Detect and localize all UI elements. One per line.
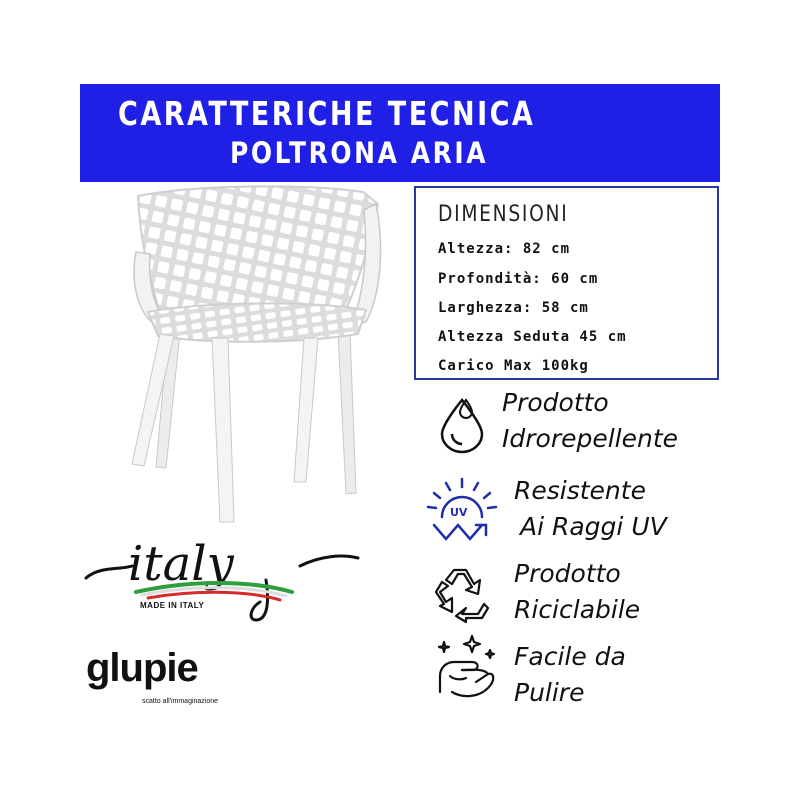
title-banner — [80, 84, 720, 182]
feature-2-line1: Resistente — [514, 476, 646, 505]
italy-script: italy — [128, 536, 234, 592]
feature-4-line2: Pulire — [514, 678, 585, 707]
dimension-seat-height: Altezza Seduta 45 cm — [438, 329, 627, 345]
feature-1-line2: Idrorepellente — [502, 424, 679, 453]
chair-image — [108, 182, 393, 527]
brand-logo: glupie — [86, 646, 198, 690]
uv-sun-icon — [424, 475, 500, 545]
dimension-height: Altezza: 82 cm — [438, 241, 571, 257]
dimension-max-load: Carico Max 100kg — [438, 358, 589, 374]
recycle-icon — [432, 562, 496, 624]
feature-2-line2: Ai Raggi UV — [520, 512, 667, 541]
brand-tagline: scatto all'immaginazione — [142, 698, 219, 705]
feature-3-line2: Riciclabile — [514, 595, 641, 624]
feature-3-line1: Prodotto — [514, 559, 621, 588]
water-drop-icon — [432, 394, 492, 454]
dimension-depth: Profondità: 60 cm — [438, 271, 599, 287]
feature-4-line1: Facile da — [514, 642, 626, 671]
dimensions-panel — [414, 186, 719, 380]
made-in-italy-logo — [80, 536, 365, 628]
uv-label: UV — [450, 506, 468, 519]
clean-hands-icon — [432, 632, 502, 704]
feature-1-line1: Prodotto — [502, 388, 609, 417]
made-in-italy-caption: MADE IN ITALY — [140, 601, 205, 610]
banner-title-line2: POLTRONA ARIA — [230, 136, 489, 170]
dimensions-title: DIMENSIONI — [438, 202, 569, 227]
dimension-width: Larghezza: 58 cm — [438, 300, 589, 316]
banner-title-line1: CARATTERICHE TECNICA — [118, 94, 536, 133]
